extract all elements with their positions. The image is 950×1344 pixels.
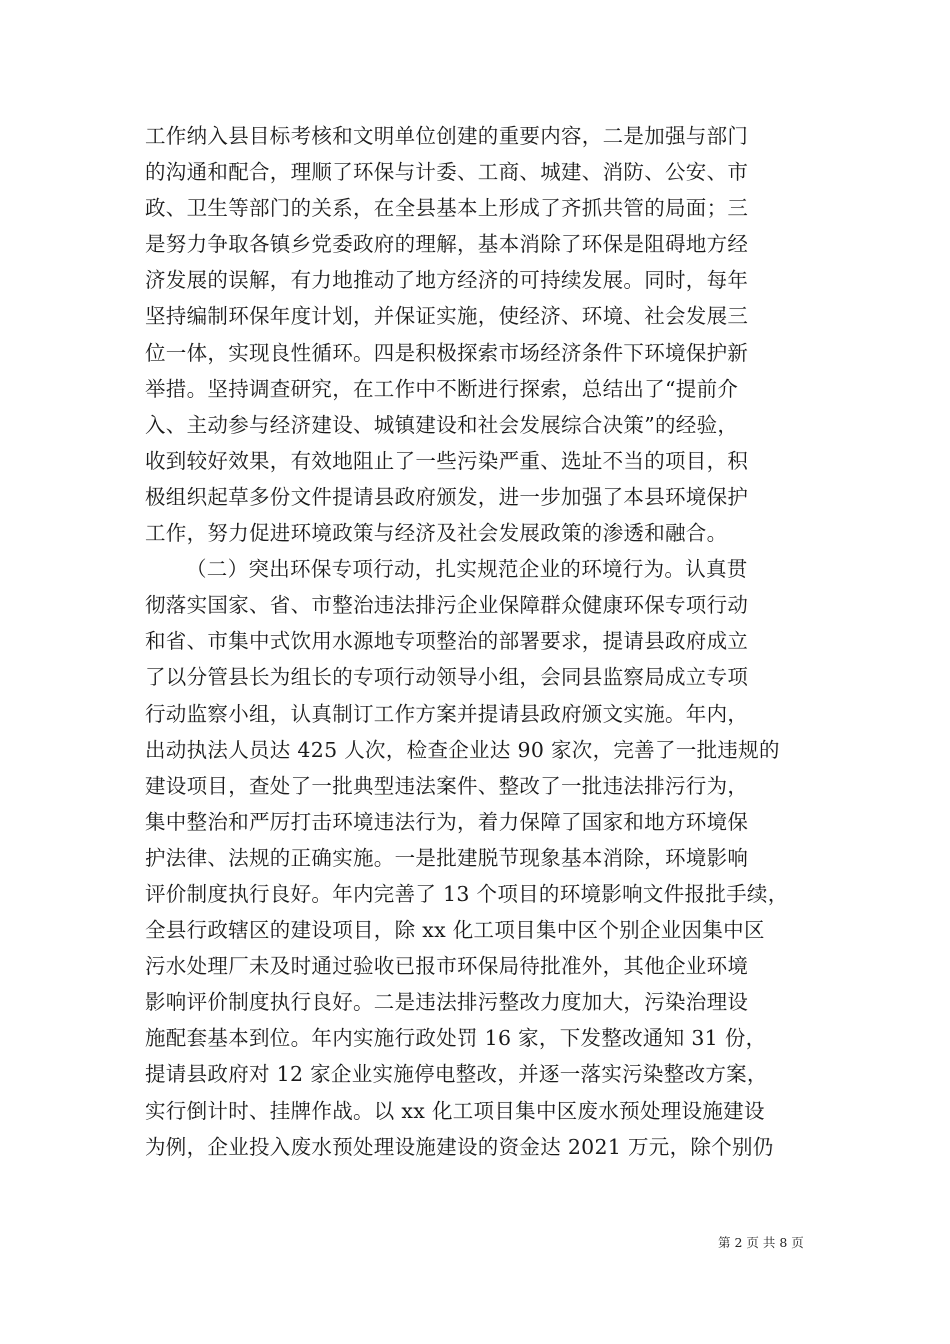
text-line: 评价制度执行良好。年内完善了 13 个项目的环境影响文件报批手续， xyxy=(145,881,789,906)
text-line: 举措。坚持调查研究，在工作中不断进行探索，总结出了“提前介 xyxy=(145,376,739,401)
text-line: 彻落实国家、省、市整治违法排污企业保障群众健康环保专项行动 xyxy=(145,593,749,618)
text-line: 极组织起草多份文件提请县政府颁发，进一步加强了本县环境保护 xyxy=(145,484,749,509)
text-line: 入、主动参与经济建设、城镇建设和社会发展综合决策”的经验， xyxy=(145,412,739,437)
text-line: 是努力争取各镇乡党委政府的理解，基本消除了环保是阻碍地方经 xyxy=(145,232,749,257)
paragraph-1 xyxy=(145,118,805,551)
text-line: 收到较好效果，有效地阻止了一些污染严重、选址不当的项目，积 xyxy=(145,448,749,473)
text-line: 护法律、法规的正确实施。一是批建脱节现象基本消除，环境影响 xyxy=(145,845,749,870)
text-line: 集中整治和严厉打击环境违法行为，着力保障了国家和地方环境保 xyxy=(145,809,749,834)
text-line: 为例，企业投入废水预处理设施建设的资金达 2021 万元，除个别仍 xyxy=(145,1134,774,1159)
document-body xyxy=(145,118,805,1165)
text-line: 坚持编制环保年度计划，并保证实施，使经济、环境、社会发展三 xyxy=(145,304,749,329)
text-line: 施配套基本到位。年内实施行政处罚 16 家，下发整改通知 31 份， xyxy=(145,1026,767,1051)
text-line: 提请县政府对 12 家企业实施停电整改，并逐一落实污染整改方案， xyxy=(145,1062,768,1087)
text-line: 政、卫生等部门的关系，在全县基本上形成了齐抓共管的局面；三 xyxy=(145,196,749,221)
text-line: 位一体，实现良性循环。四是积极探索市场经济条件下环境保护新 xyxy=(145,340,749,365)
text-line: 和省、市集中式饮用水源地专项整治的部署要求，提请县政府成立 xyxy=(145,629,749,654)
text-line: 的沟通和配合，理顺了环保与计委、工商、城建、消防、公安、市 xyxy=(145,160,749,185)
text-line: 建设项目，查处了一批典型违法案件、整改了一批违法排污行为， xyxy=(145,773,749,798)
page-number: 第 2 页 共 8 页 xyxy=(718,1235,804,1250)
text-line: 污水处理厂未及时通过验收已报市环保局待批准外，其他企业环境 xyxy=(145,954,749,979)
text-line: 影响评价制度执行良好。二是违法排污整改力度加大，污染治理设 xyxy=(145,990,749,1015)
text-line: 实行倒计时、挂牌作战。以 xx 化工项目集中区废水预处理设施建设 xyxy=(145,1098,765,1123)
text-line: 出动执法人员达 425 人次，检查企业达 90 家次，完善了一批违规的 xyxy=(145,737,780,762)
text-line: 行动监察小组，认真制订工作方案并提请县政府颁文实施。年内， xyxy=(145,701,749,726)
text-line: （二）突出环保专项行动，扎实规范企业的环境行为。认真贯 xyxy=(186,557,748,582)
text-line: 济发展的误解，有力地推动了地方经济的可持续发展。同时，每年 xyxy=(145,268,749,293)
text-line: 工作纳入县目标考核和文明单位创建的重要内容，二是加强与部门 xyxy=(145,124,749,148)
text-line: 全县行政辖区的建设项目，除 xx 化工项目集中区个别企业因集中区 xyxy=(145,918,765,943)
text-line: 了以分管县长为组长的专项行动领导小组，会同县监察局成立专项 xyxy=(145,665,749,690)
paragraph-2 xyxy=(145,551,805,1165)
text-line: 工作，努力促进环境政策与经济及社会发展政策的渗透和融合。 xyxy=(145,521,728,546)
